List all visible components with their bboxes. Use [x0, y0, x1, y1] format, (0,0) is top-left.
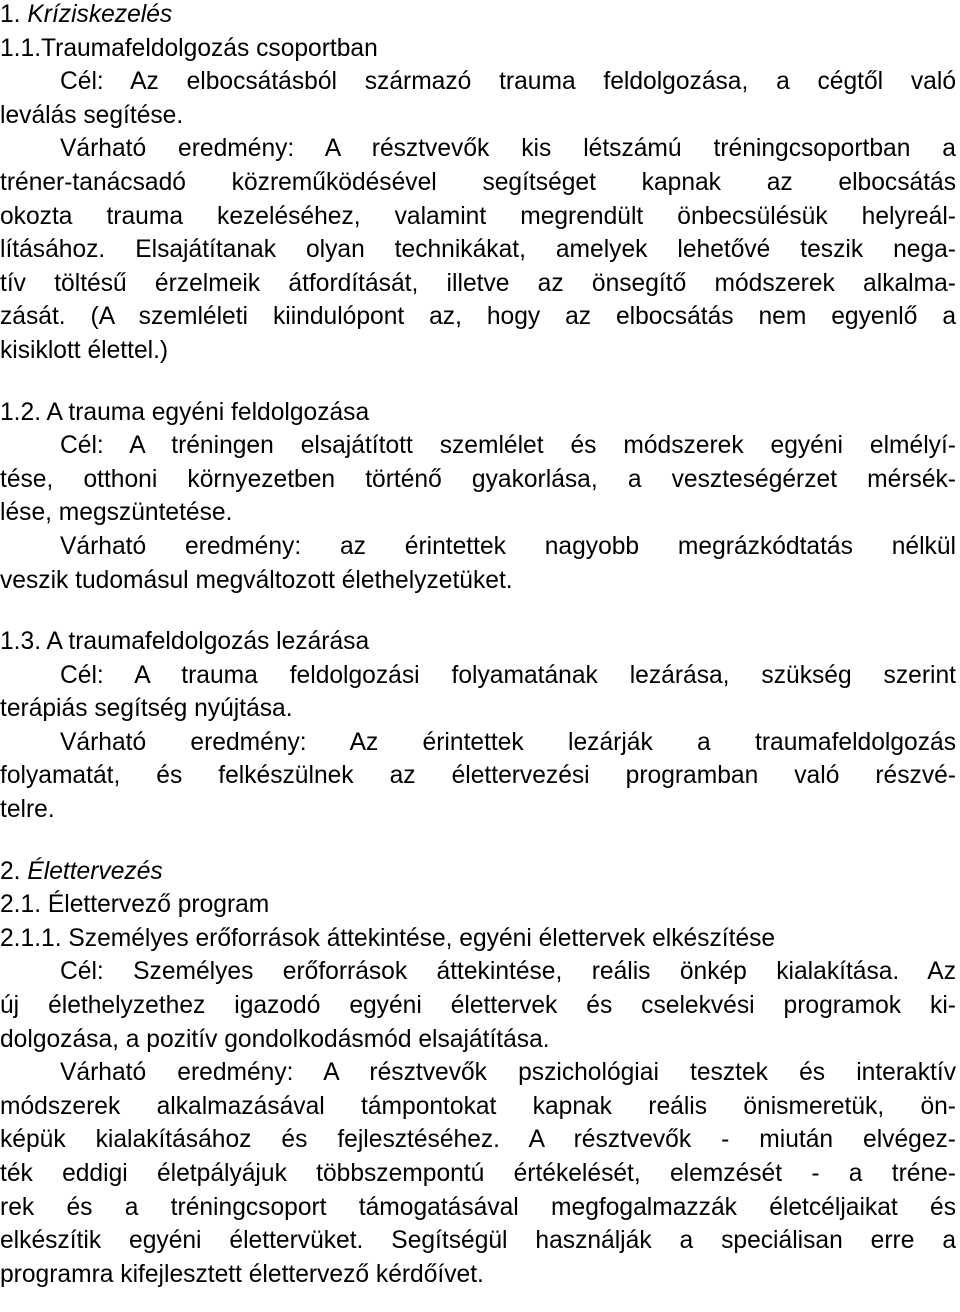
subsection-2-1-1-result-line: Várható eredmény: A résztvevők pszichológiai tesztek és interaktív [60, 1059, 956, 1087]
subsection-2-1-1-goal-line: Cél: Személyes erőforrások áttekintése, reális önkép kialakítása. Az [60, 958, 956, 986]
subsection-1-2-goal-line: lése, megszüntetése. [0, 499, 233, 527]
subsection-1-2-result-line: Várható eredmény: az érintettek nagyobb megrázkódtatás nélkül [60, 532, 956, 560]
subsection-2-1-1-result-line: módszerek alkalmazásával támpontokat kapnak reális önismeretük, ön- [0, 1092, 956, 1120]
section-1-heading [0, 0, 956, 32]
subsection-1-1-heading: 1.1.Traumafeldolgozás csoportban [0, 34, 378, 62]
subsection-2-1-1-heading: 2.1.1. Személyes erőforrások áttekintése, egyéni élettervek elkészítése [0, 924, 776, 952]
section-2-number: 2. [0, 857, 28, 885]
subsection-1-3-result-line: telre. [0, 796, 55, 824]
subsection-1-1-result-line: kisiklott élettel.) [0, 336, 169, 364]
subsection-1-3-goal-line: Cél: A trauma feldolgozási folyamatának lezárása, szükség szerint [60, 661, 956, 689]
subsection-2-1-1-result-line: rek és a tréningcsoport támogatásával megfogalmazzák életcéljaikat és [0, 1193, 956, 1221]
subsection-2-1-1-result-line: ték eddigi életpályájuk többszempontú értékelését, elemzését - a tréne- [0, 1160, 956, 1187]
subsection-2-1-1-result-line: elkészítik egyéni élettervüket. Segítségül használják a speciálisan erre a [0, 1227, 956, 1255]
subsection-1-3-result-line: folyamatát, és felkészülnek az élettervezési programban való részvé- [0, 762, 956, 790]
paragraph-gap [0, 368, 956, 396]
subsection-2-1-1-result-line: képük kialakításához és fejlesztéséhez. A résztvevők - miután elvégez- [0, 1126, 956, 1154]
subsection-1-1-result-line: zását. (A szemléleti kiindulópont az, hogy az elbocsátás nem egyenlő a [0, 303, 956, 331]
subsection-1-2-goal-line: tése, otthoni környezetben történő gyakorlása, a veszteségérzet mérsék- [0, 465, 956, 493]
paragraph-gap [0, 597, 956, 625]
subsection-1-1-result-line: tréner-tanácsadó közreműködésével segítséget kapnak az elbocsátás [0, 168, 956, 196]
section-1-title: Kríziskezelés [27, 1, 173, 28]
section-2-heading [0, 855, 956, 889]
subsection-1-1-goal-line: Cél: Az elbocsátásból származó trauma feldolgozása, a cégtől való [60, 68, 956, 96]
subsection-2-1-1-goal-line: új élethelyzethez igazodó egyéni élettervek és cselekvési programok ki- [0, 992, 956, 1020]
subsection-1-3-heading: 1.3. A traumafeldolgozás lezárása [0, 628, 370, 656]
paragraph-gap [0, 827, 956, 855]
subsection-1-1-result-line: tív töltésű érzelmeik átfordítását, illetve az önsegítő módszerek alkalma- [0, 269, 956, 297]
subsection-2-1-1-goal-line: dolgozása, a pozitív gondolkodásmód elsajátítása. [0, 1025, 550, 1053]
section-2-title: Élettervezés [27, 857, 163, 885]
subsection-2-1-heading: 2.1. Élettervező program [0, 891, 270, 919]
subsection-1-1-result-line: Várható eredmény: A résztvevők kis létszámú tréningcsoportban a [60, 135, 956, 163]
subsection-1-2-result-line: veszik tudomásul megváltozott élethelyzetüket. [0, 566, 513, 594]
subsection-1-1-result-line: okozta trauma kezeléséhez, valamint megrendült önbecsülésük helyreál- [0, 202, 956, 230]
subsection-1-1-goal-line: leválás segítése. [0, 101, 184, 129]
subsection-2-1-1-result-line: programra kifejlesztett élettervező kérdőívet. [0, 1260, 484, 1288]
subsection-1-2-heading: 1.2. A trauma egyéni feldolgozása [0, 398, 370, 426]
subsection-1-2-goal-line: Cél: A tréningen elsajátított szemlélet és módszerek egyéni elmélyí- [60, 432, 956, 460]
subsection-1-1-result-line: lításához. Elsajátítanak olyan technikákat, amelyek lehetővé teszik nega- [0, 236, 956, 264]
section-1-number: 1. [0, 1, 28, 28]
subsection-1-3-result-line: Várható eredmény: Az érintettek lezárják a traumafeldolgozás [60, 728, 956, 756]
subsection-1-3-goal-line: terápiás segítség nyújtása. [0, 695, 293, 723]
